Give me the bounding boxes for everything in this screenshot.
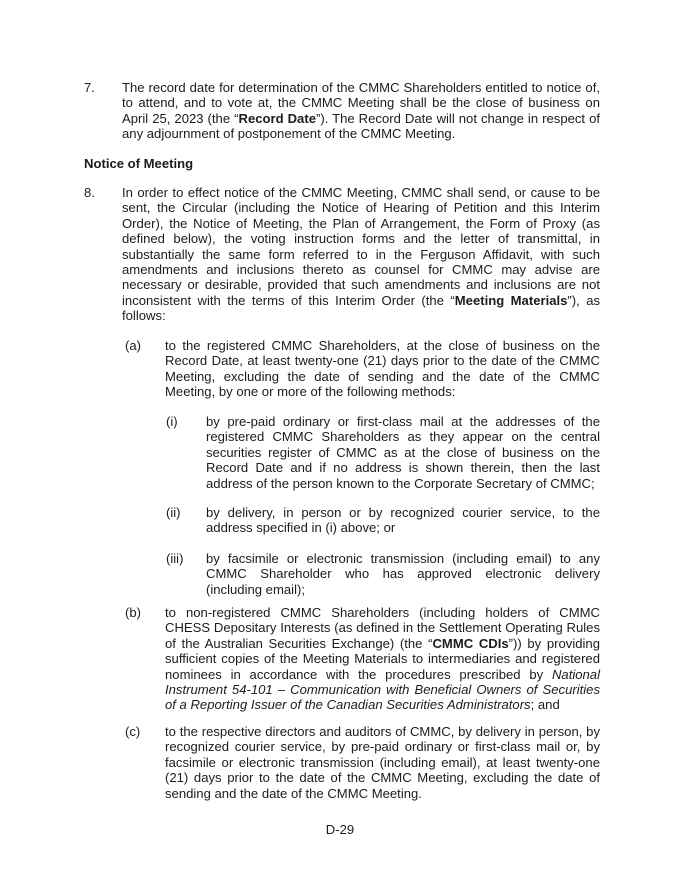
subparagraph-c-number: (c) xyxy=(125,724,141,739)
paragraph-8-number: 8. xyxy=(84,185,95,200)
item-iii: by facsimile or electronic transmission (including email) to any CMMC Shareholder who has approved electronic delivery (including email); xyxy=(206,551,600,597)
paragraph-7-text-a: The record date for determination of the CMMC Shareholders entitled to notice of, to attend, and to vote at, the CMMC Meeting shall be the close of business on April 25, 2023 (the “ xyxy=(122,80,600,126)
paragraph-8-text-b: ”), as follows: xyxy=(122,292,601,324)
subparagraph-b-text-a: to non-registered CMMC Shareholders (including holders of CMMC CHESS Depositary Interests (as defined in the Settlement Operating Rules of the Australian Securities Exchange) (the “ xyxy=(165,605,600,651)
subparagraph-a-number: (a) xyxy=(125,338,142,353)
subparagraph-b xyxy=(165,605,600,713)
paragraph-7-number: 7. xyxy=(84,80,95,95)
paragraph-8 xyxy=(122,185,600,324)
item-i: by pre-paid ordinary or first-class mail at the addresses of the registered CMMC Shareholders as they appear on the central securities register of CMMC as at the close of business on the Record Date and if no address is shown therein, then the last address of the person known to the Corporate Secretary of CMMC; xyxy=(206,414,600,491)
subparagraph-a: to the registered CMMC Shareholders, at the close of business on the Record Date, at least twenty-one (21) days prior to the date of the CMMC Meeting, excluding the date of sending and the date of the CMMC Meeting, by one or more of the following methods: xyxy=(165,338,600,400)
national-instrument-citation: National Instrument 54-101 – Communication with Beneficial Owners of Securities of a Reporting Issuer of the Canadian Securities Administrators xyxy=(165,666,600,713)
subparagraph-c: to the respective directors and auditors of CMMC, by delivery in person, by recognized courier service, by pre-paid ordinary or first-class mail or, by facsimile or electronic transmission (including email), at least twenty-one (21) days prior to the date of the CMMC Meeting, excluding the date of sending and the date of the CMMC Meeting. xyxy=(165,724,600,801)
subparagraph-b-text-c: ; and xyxy=(530,697,560,713)
item-i-number: (i) xyxy=(166,414,178,429)
paragraph-7-text-b: ”). The Record Date will not change in respect of any adjournment of postponement of the CMMC Meeting. xyxy=(122,110,600,142)
item-ii: by delivery, in person or by recognized courier service, to the address specified in (i) above; or xyxy=(206,505,600,536)
paragraph-8-text-a: In order to effect notice of the CMMC Meeting, CMMC shall send, or cause to be sent, the Circular (including the Notice of Hearing of Petition and this Interim Order), the Notice of Meeting, the Plan of Arrangement, the Form of Proxy (as defined below), the voting instruction forms and the letter of transmittal, in substantially the same form referred to in the Ferguson Affidavit, with such amendments and inclusions thereto as counsel for CMMC may advise are necessary or desirable, provided that such amendments and inclusions are not inconsistent with the terms of this Interim Order (the “ xyxy=(122,185,600,308)
subparagraph-b-text-b: ”)) by providing sufficient copies of the Meeting Materials to intermediaries and registered nominees in accordance with the procedures prescribed by xyxy=(165,635,600,682)
record-date-term: Record Date xyxy=(238,110,316,126)
section-heading-notice-of-meeting: Notice of Meeting xyxy=(84,156,194,171)
page-number: D-29 xyxy=(325,822,355,837)
paragraph-7 xyxy=(122,80,600,142)
meeting-materials-term: Meeting Materials xyxy=(454,292,568,308)
cmmc-cdis-term: CMMC CDIs xyxy=(432,635,509,651)
item-ii-number: (ii) xyxy=(166,505,181,520)
item-iii-number: (iii) xyxy=(166,551,184,566)
subparagraph-b-number: (b) xyxy=(125,605,142,620)
